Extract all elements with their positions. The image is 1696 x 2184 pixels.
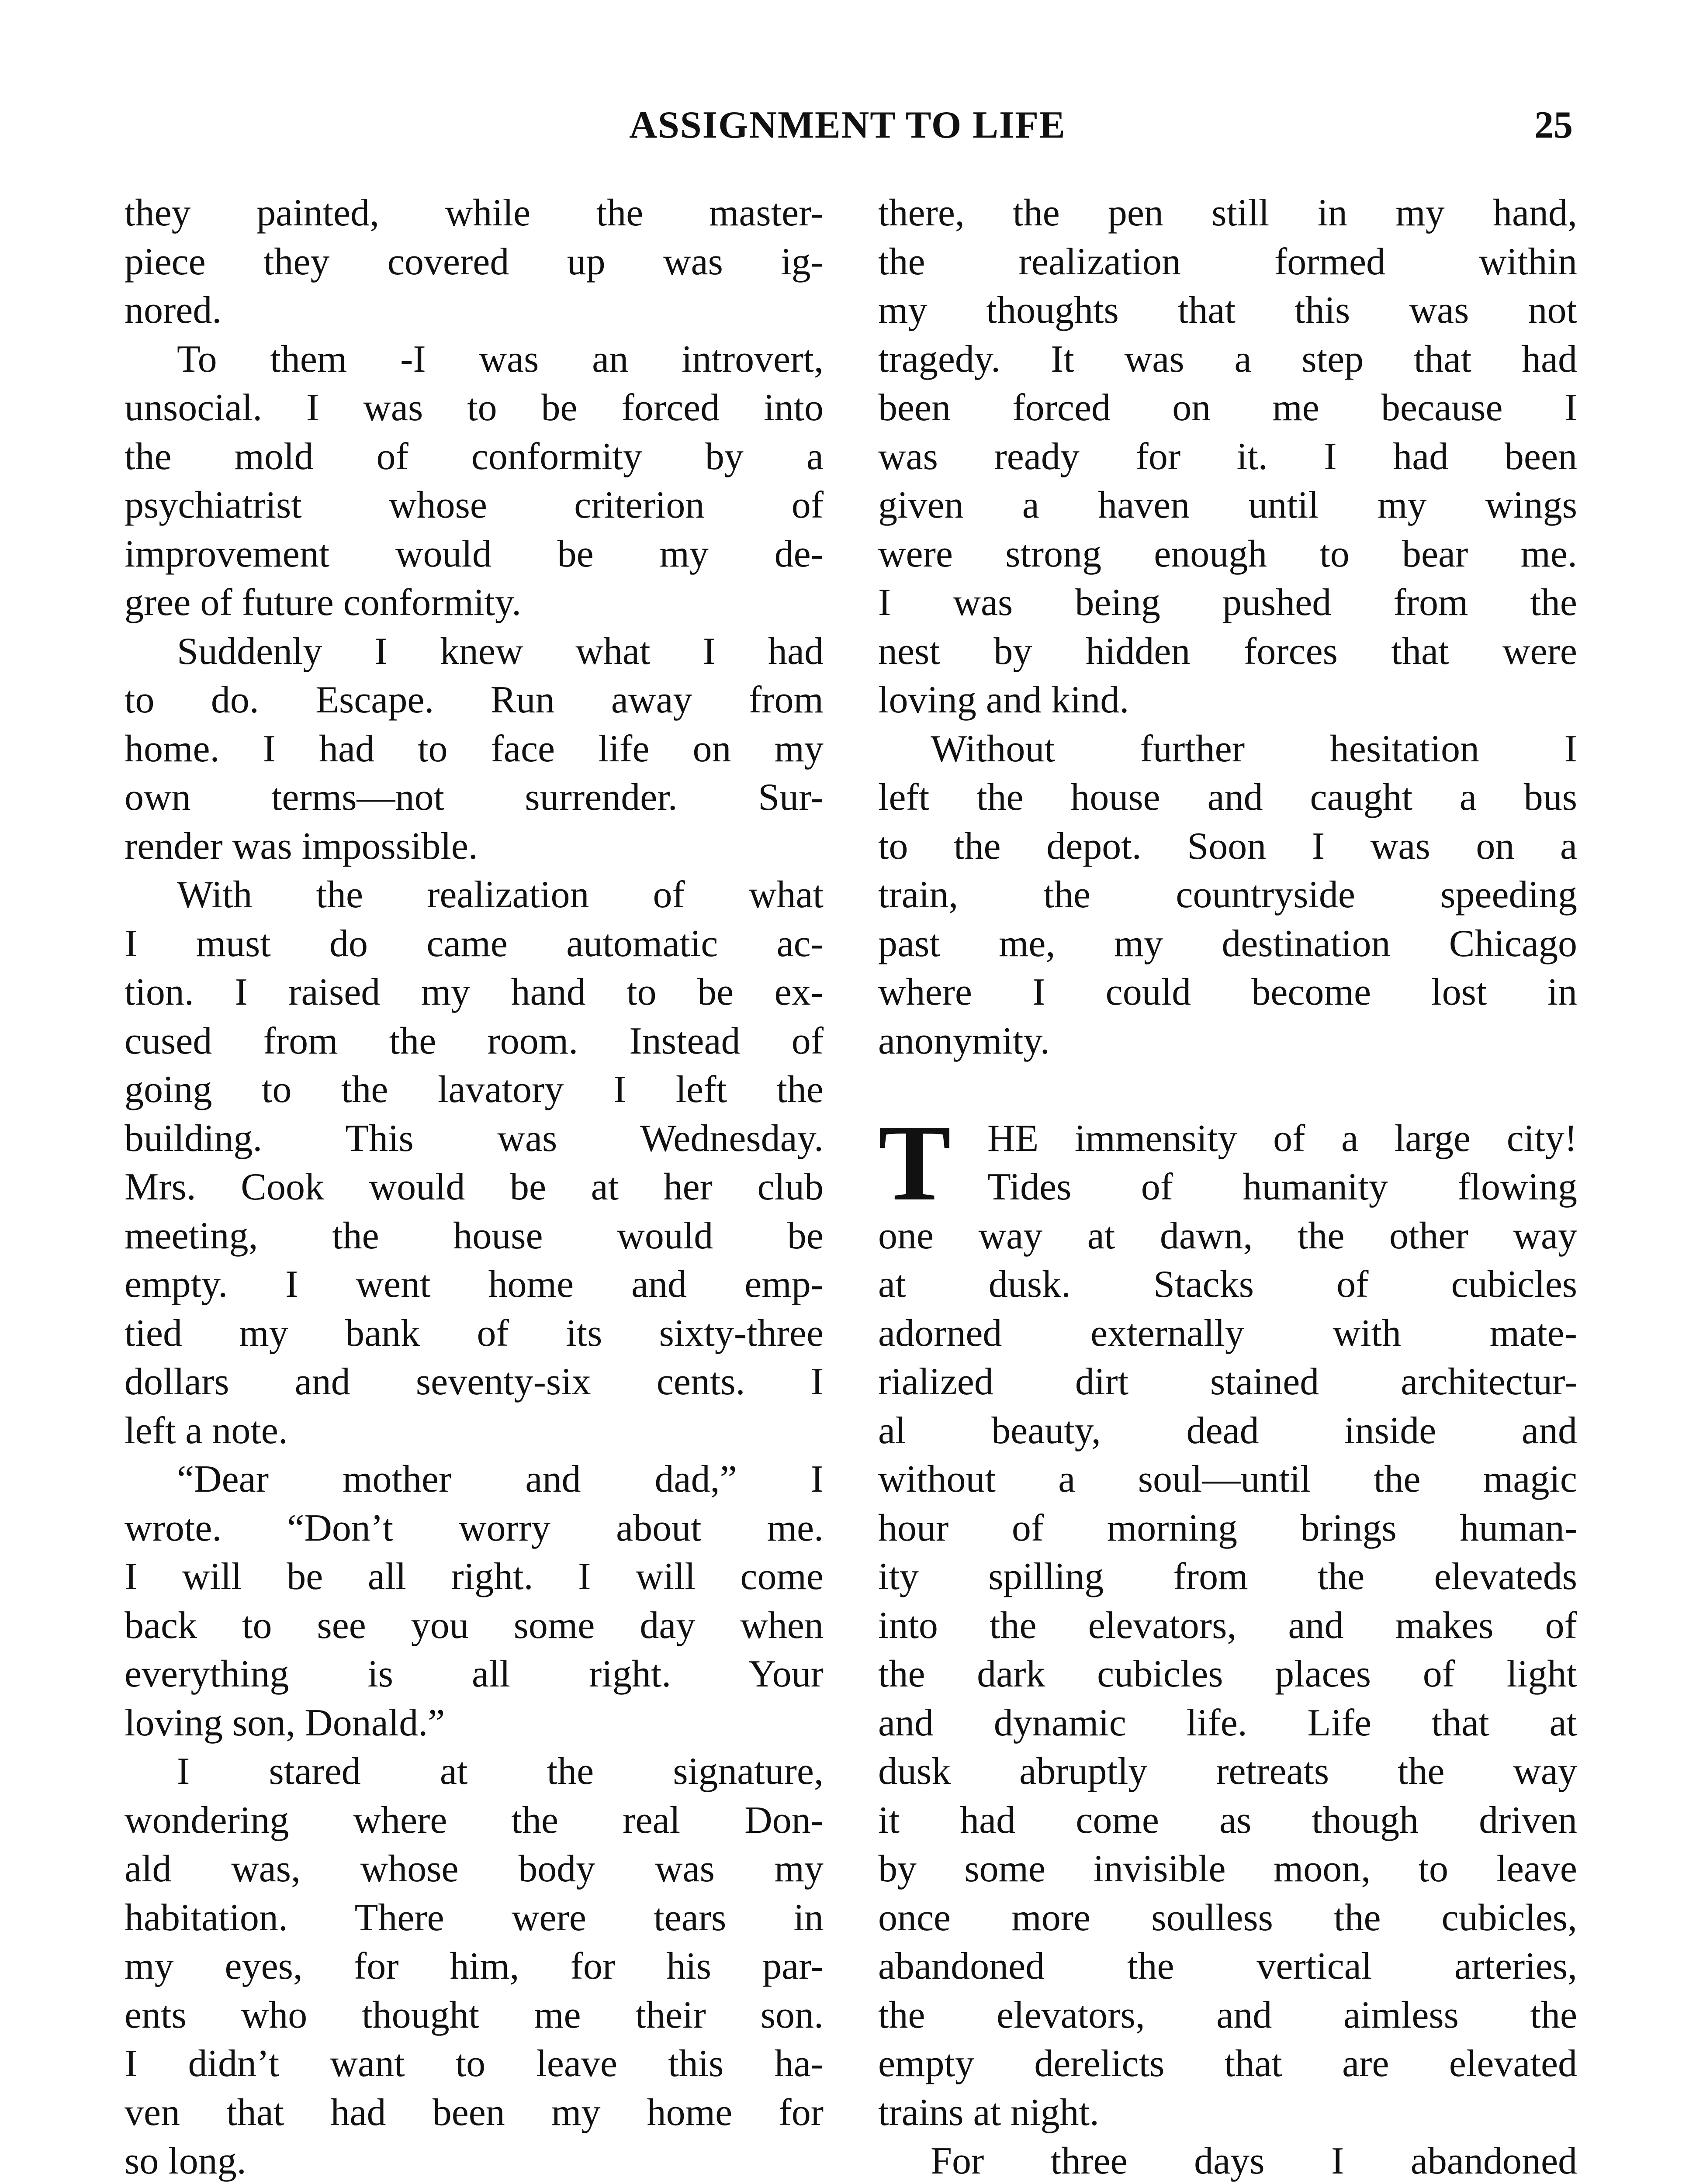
- text-line: I was being pushed from the: [878, 581, 1577, 624]
- text-line: at dusk. Stacks of cubicles: [878, 1263, 1577, 1306]
- text-line: ven that had been my home for: [125, 2091, 824, 2134]
- text-line: were strong enough to bear me.: [878, 532, 1577, 575]
- text-line: dusk abruptly retreats the way: [878, 1750, 1577, 1793]
- text-line: cused from the room. Instead of: [125, 1019, 824, 1062]
- page-number: 25: [1534, 104, 1573, 146]
- text-line: into the elevators, and makes of: [878, 1604, 1577, 1647]
- text-line: wrote. “Don’t worry about me.: [125, 1507, 824, 1549]
- text-line: Suddenly I knew what I had: [177, 630, 824, 673]
- text-line: With the realization of what: [177, 874, 824, 916]
- section-break: [878, 1065, 1577, 1114]
- text-line: building. This was Wednesday.: [125, 1117, 824, 1160]
- text-line: without a soul—until the magic: [878, 1458, 1577, 1500]
- text-line: the mold of conformity by a: [125, 435, 824, 478]
- text-line: back to see you some day when: [125, 1604, 824, 1647]
- text-line: left the house and caught a bus: [878, 776, 1577, 819]
- text-line: psychiatrist whose criterion of: [125, 484, 824, 526]
- text-line: ald was, whose body was my: [125, 1848, 824, 1890]
- text-line: I stared at the signature,: [177, 1750, 824, 1793]
- text-line: Without further hesitation I: [931, 727, 1577, 770]
- text-line: past me, my destination Chicago: [878, 922, 1577, 965]
- text-line: home. I had to face life on my: [125, 727, 824, 770]
- text-line: unsocial. I was to be forced into: [125, 387, 824, 429]
- text-line: one way at dawn, the other way: [878, 1214, 1577, 1257]
- text-line: HE immensity of a large city!: [987, 1117, 1577, 1160]
- text-line: they painted, while the master-: [125, 192, 824, 234]
- text-line: Tides of humanity flowing: [987, 1166, 1577, 1208]
- text-line: the dark cubicles places of light: [878, 1653, 1577, 1695]
- text-line: so long.: [125, 2140, 246, 2182]
- text-line: left a note.: [125, 1409, 288, 1452]
- text-line: been forced on me because I: [878, 387, 1577, 429]
- text-line: gree of future conformity.: [125, 581, 522, 624]
- text-line: my eyes, for him, for his par-: [125, 1945, 824, 1987]
- text-line: the realization formed within: [878, 240, 1577, 283]
- text-line: my thoughts that this was not: [878, 289, 1577, 332]
- text-line: to the depot. Soon I was on a: [878, 825, 1577, 867]
- text-line: habitation. There were tears in: [125, 1896, 824, 1939]
- text-line: empty derelicts that are elevated: [878, 2042, 1577, 2085]
- text-line: ity spilling from the elevateds: [878, 1555, 1577, 1598]
- text-line: once more soulless the cubicles,: [878, 1896, 1577, 1939]
- text-line: everything is all right. Your: [125, 1653, 824, 1695]
- text-line: piece they covered up was ig-: [125, 240, 824, 283]
- text-line: wondering where the real Don-: [125, 1799, 824, 1842]
- text-line: where I could become lost in: [878, 971, 1577, 1013]
- text-line: tragedy. It was a step that had: [878, 338, 1577, 380]
- text-line: it had come as though driven: [878, 1799, 1577, 1842]
- text-line: render was impossible.: [125, 825, 478, 867]
- text-line: abandoned the vertical arteries,: [878, 1945, 1577, 1987]
- text-line: nest by hidden forces that were: [878, 630, 1577, 673]
- text-line: train, the countryside speeding: [878, 874, 1577, 916]
- text-line: there, the pen still in my hand,: [878, 192, 1577, 234]
- text-line: tion. I raised my hand to be ex-: [125, 971, 824, 1013]
- text-line: meeting, the house would be: [125, 1214, 824, 1257]
- left-text-column: [125, 189, 824, 2184]
- text-line: improvement would be my de-: [125, 532, 824, 575]
- text-line: trains at night.: [878, 2091, 1099, 2134]
- text-line: going to the lavatory I left the: [125, 1068, 824, 1111]
- text-line: I will be all right. I will come: [125, 1555, 824, 1598]
- text-line: by some invisible moon, to leave: [878, 1848, 1577, 1890]
- text-line: empty. I went home and emp-: [125, 1263, 824, 1306]
- text-line: was ready for it. I had been: [878, 435, 1577, 478]
- text-line: nored.: [125, 289, 222, 332]
- text-line: loving son, Donald.”: [125, 1701, 445, 1744]
- text-line: adorned externally with mate-: [878, 1312, 1577, 1355]
- text-line: hour of morning brings human-: [878, 1507, 1577, 1549]
- section-paragraph: [878, 1102, 1577, 2184]
- text-line: the elevators, and aimless the: [878, 1994, 1577, 2036]
- running-title: ASSIGNMENT TO LIFE: [629, 104, 1066, 146]
- text-line: anonymity.: [878, 1019, 1050, 1062]
- text-line: to do. Escape. Run away from: [125, 679, 824, 721]
- text-line: For three days I abandoned: [931, 2140, 1577, 2182]
- text-line: I must do came automatic ac-: [125, 922, 824, 965]
- text-line: and dynamic life. Life that at: [878, 1701, 1577, 1744]
- text-line: al beauty, dead inside and: [878, 1409, 1577, 1452]
- text-line: “Dear mother and dad,” I: [177, 1458, 824, 1500]
- text-line: Mrs. Cook would be at her club: [125, 1166, 824, 1208]
- text-line: To them -I was an introvert,: [177, 338, 824, 380]
- text-line: rialized dirt stained architectur-: [878, 1361, 1577, 1403]
- right-text-column: [878, 189, 1577, 2184]
- running-header: [122, 103, 1573, 156]
- text-line: given a haven until my wings: [878, 484, 1577, 526]
- text-line: dollars and seventy-six cents. I: [125, 1361, 824, 1403]
- text-line: ents who thought me their son.: [125, 1994, 824, 2036]
- drop-cap: T: [878, 1102, 951, 1223]
- text-line: I didn’t want to leave this ha-: [125, 2042, 824, 2085]
- text-line: tied my bank of its sixty-three: [125, 1312, 824, 1355]
- text-line: own terms—not surrender. Sur-: [125, 776, 824, 819]
- text-line: loving and kind.: [878, 679, 1129, 721]
